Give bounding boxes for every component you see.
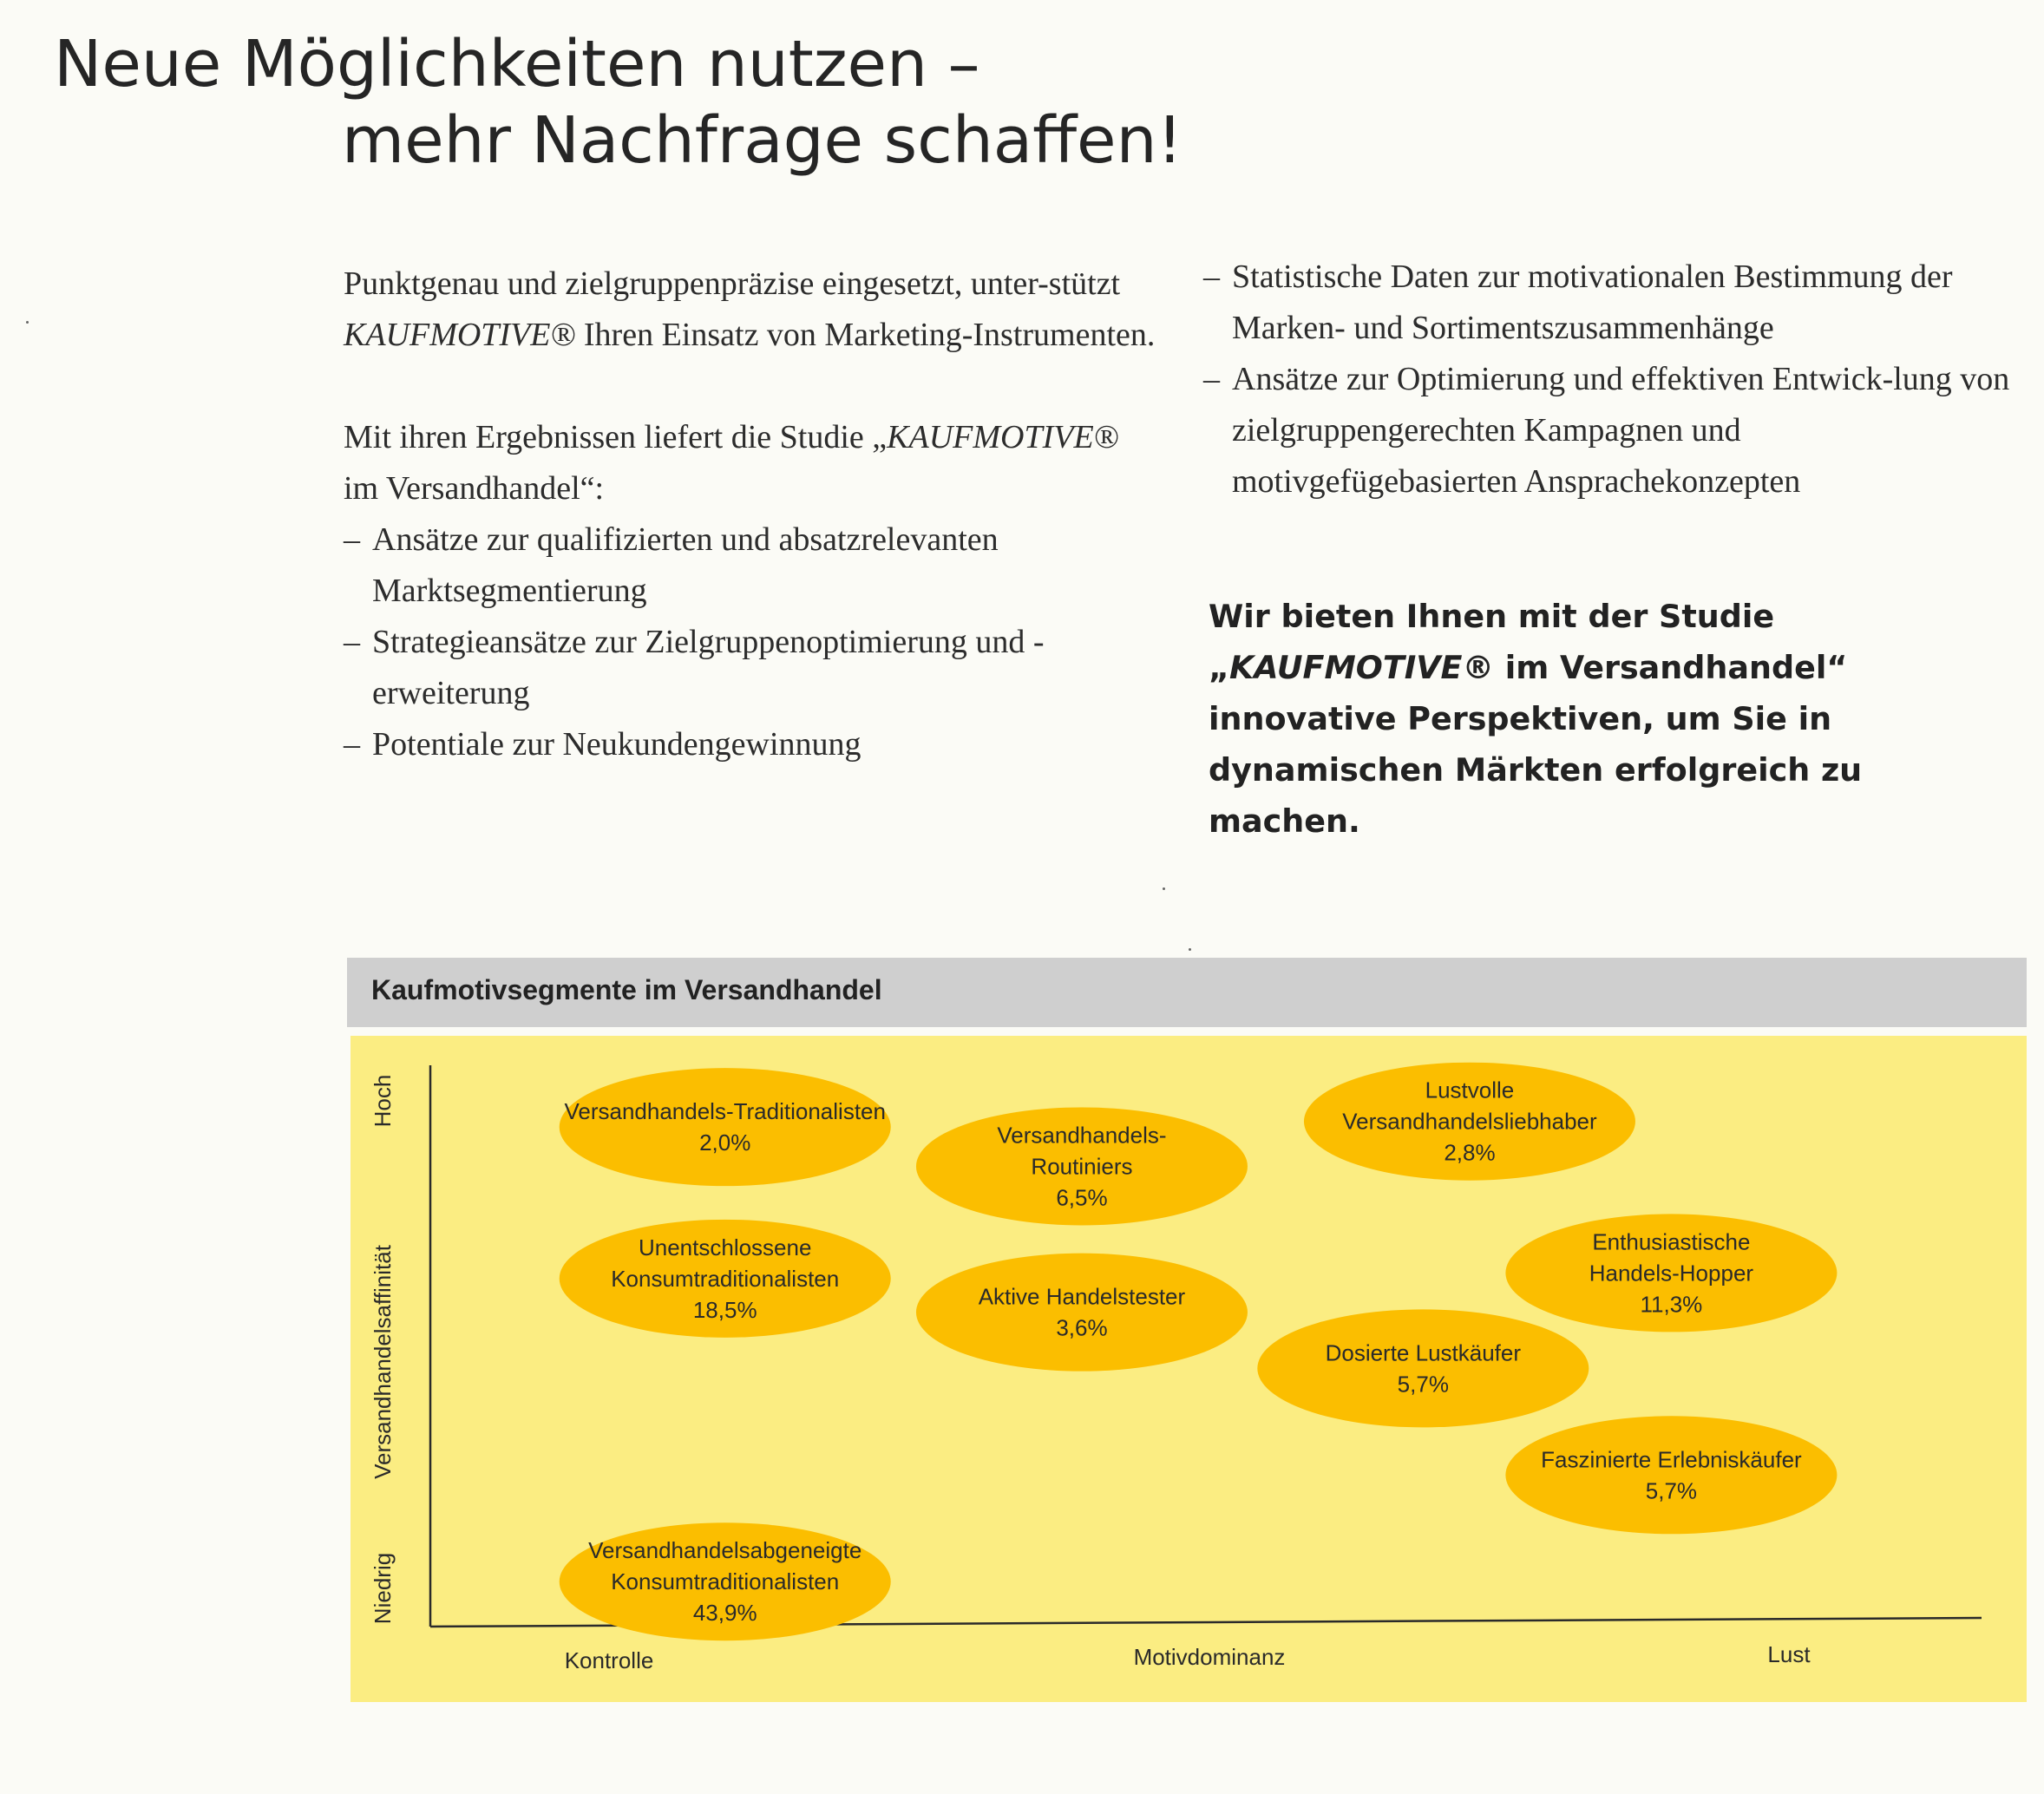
study-paragraph [344, 412, 1159, 514]
list-item: – Strategieansätze zur Zielgruppenoptimierung und -erweiterung [344, 617, 1159, 719]
segment-7 [1257, 1309, 1589, 1427]
segment-name-label: Handels-Hopper [1589, 1260, 1754, 1287]
segment-share-label: 2,0% [699, 1129, 751, 1156]
segment-name-label: Unentschlossene [638, 1234, 812, 1260]
segment-share-label: 18,5% [692, 1296, 757, 1323]
segment-name-label: Routiniers [1031, 1153, 1133, 1180]
print-speck [26, 321, 29, 324]
highlight-text-end: im Versandhandel“ innovative Perspektiven, um Sie in dynamischen Märkten erfolgreich zu machen. [1209, 648, 1863, 840]
right-column [1203, 252, 2019, 507]
segment-4 [560, 1220, 891, 1338]
segment-ellipse [1257, 1309, 1589, 1427]
segment-name-label: Versandhandelsliebhaber [1342, 1108, 1597, 1135]
chart-title: Kaufmotivsegmente im Versandhandel [371, 974, 882, 1005]
segment-share-label: 5,7% [1397, 1371, 1449, 1398]
list-item: – Statistische Daten zur motivationalen Bestimmung der Marken- und Sortimentszusammenhänge [1203, 252, 2019, 354]
intro-text-start: Punktgenau und zielgruppenpräzise eingesetzt, unter-stützt [344, 265, 1121, 302]
highlight-brand: KAUFMOTIVE® [1229, 648, 1494, 686]
list-item: – Potentiale zur Neukundengewinnung [344, 719, 1159, 770]
y-axis-label: Versandhandelsaffinität [370, 1245, 396, 1479]
segment-name-label: Versandhandels-Traditionalisten [564, 1098, 886, 1125]
segment-8 [1505, 1416, 1837, 1534]
chart-plot [350, 1036, 2027, 1702]
page-title [54, 26, 1183, 179]
segment-5 [916, 1254, 1248, 1372]
highlight-text-start: Wir bieten Ihnen mit der Studie „ [1209, 597, 1775, 686]
study-text-end: im Versandhandel“: [344, 470, 605, 507]
segment-name-label: Versandhandels- [997, 1122, 1167, 1149]
segment-ellipse [916, 1254, 1248, 1372]
study-text-start: Mit ihren Ergebnissen liefert die Studie „ [344, 419, 888, 455]
study-brand: KAUFMOTIVE® [887, 419, 1119, 455]
segment-name-label: Konsumtraditionalisten [611, 1568, 840, 1595]
segment-share-label: 3,6% [1056, 1314, 1108, 1341]
segment-share-label: 5,7% [1645, 1477, 1698, 1504]
segment-name-label: Konsumtraditionalisten [611, 1265, 840, 1292]
list-item: – Ansätze zur Optimierung und effektiven Entwick-lung von zielgruppengerechten Kampagnen und motivgefügebasierten Ansprachekonzepten [1203, 354, 2019, 507]
x-tick-lust: Lust [1767, 1641, 1811, 1667]
segment-share-label: 6,5% [1056, 1184, 1108, 1211]
highlight-statement [1209, 591, 2015, 847]
x-axis-label: Motivdominanz [1133, 1644, 1286, 1670]
y-tick-high: Hoch [370, 1074, 396, 1128]
chart-panel [350, 1036, 2027, 1702]
list-item: – Ansätze zur qualifizierten und absatzrelevanten Marktsegmentierung [344, 514, 1159, 617]
left-bullet-list [344, 514, 1159, 770]
segment-ellipse [560, 1068, 891, 1186]
segment-6 [1505, 1214, 1837, 1332]
segment-share-label: 11,3% [1640, 1291, 1703, 1318]
segment-name-label: Faszinierte Erlebniskäufer [1541, 1446, 1802, 1473]
segment-ellipse [1505, 1416, 1837, 1534]
intro-brand: KAUFMOTIVE® [344, 317, 576, 353]
segment-name-label: Aktive Handelstester [978, 1283, 1186, 1310]
intro-paragraph [344, 259, 1159, 361]
title-line-1: Neue Möglichkeiten nutzen – [54, 27, 980, 101]
segment-share-label: 43,9% [692, 1600, 757, 1627]
segment-9 [560, 1522, 891, 1640]
segment-3 [1304, 1063, 1635, 1181]
segment-2 [916, 1107, 1248, 1225]
print-speck [1189, 948, 1191, 951]
segment-1 [560, 1068, 891, 1186]
segment-name-label: Versandhandelsabgeneigte [588, 1537, 862, 1564]
right-bullet-list [1203, 252, 2019, 507]
print-speck [1163, 887, 1165, 890]
segment-share-label: 2,8% [1444, 1139, 1496, 1166]
y-tick-low: Niedrig [370, 1552, 396, 1625]
chart-header [347, 958, 2027, 1027]
title-line-2: mehr Nachfrage schaffen! [342, 103, 1183, 178]
intro-text-end: Ihren Einsatz von Marketing-Instrumenten. [575, 317, 1156, 353]
segment-name-label: Dosierte Lustkäufer [1325, 1339, 1522, 1366]
segment-name-label: Enthusiastische [1592, 1228, 1751, 1255]
segment-name-label: Lustvolle [1425, 1077, 1515, 1103]
segment-layer [560, 1063, 1838, 1641]
left-column [344, 259, 1159, 770]
x-tick-kontrolle: Kontrolle [564, 1647, 654, 1673]
